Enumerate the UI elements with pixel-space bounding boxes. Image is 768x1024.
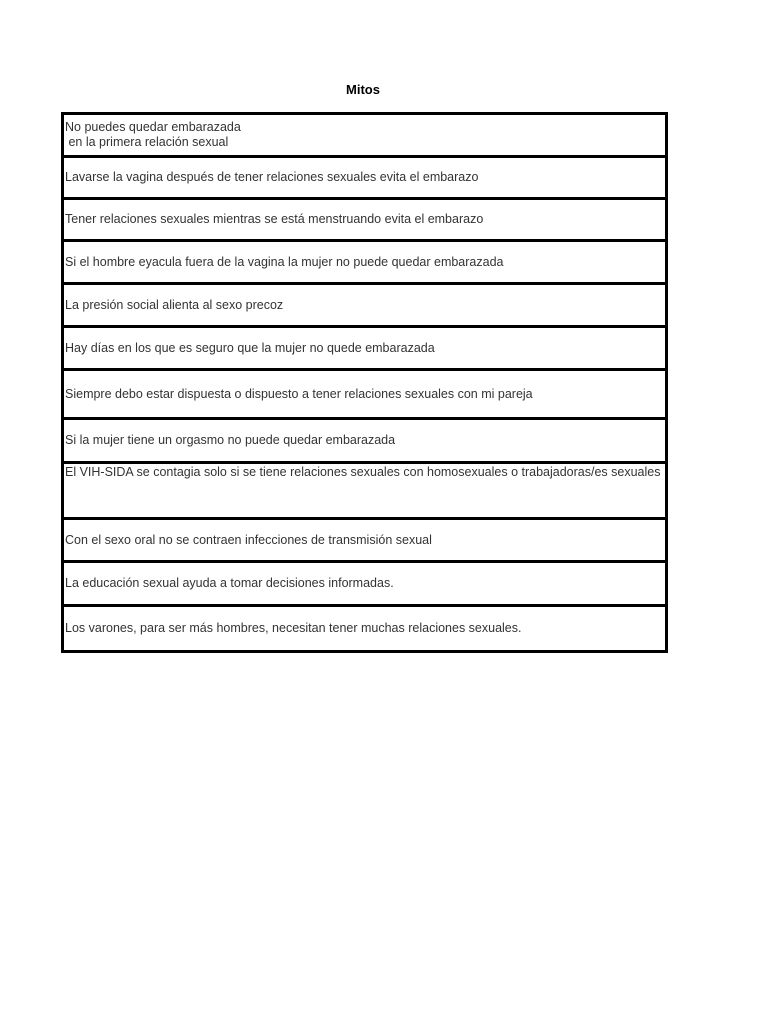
table-row: [64, 328, 665, 371]
table-row: [64, 242, 665, 285]
table-row: [64, 464, 665, 520]
table-cell: Los varones, para ser más hombres, necesitan tener muchas relaciones sexuales.: [65, 621, 522, 635]
table-cell: Hay días en los que es seguro que la mujer no quede embarazada: [65, 340, 435, 355]
table-row: [64, 115, 665, 158]
table-row: [64, 563, 665, 607]
table-cell: El VIH-SIDA se contagia solo si se tiene relaciones sexuales con homosexuales o trabajadoras/es sexuales: [65, 465, 661, 479]
table-row: [64, 520, 665, 563]
table-row: [64, 371, 665, 420]
table-cell: Lavarse la vagina después de tener relaciones sexuales evita el embarazo: [65, 170, 479, 184]
table-cell: La educación sexual ayuda a tomar decisiones informadas.: [65, 576, 394, 590]
table-row: [64, 420, 665, 464]
table-row: [64, 158, 665, 200]
table-cell: Con el sexo oral no se contraen infecciones de transmisión sexual: [65, 532, 432, 547]
table-cell: Siempre debo estar dispuesta o dispuesto a tener relaciones sexuales con mi pareja: [65, 386, 533, 401]
myths-table: [61, 112, 668, 653]
table-cell: No puedes quedar embarazada en la primera relación sexual: [65, 120, 241, 149]
table-row: [64, 607, 665, 650]
table-row: [64, 285, 665, 328]
table-row: [64, 200, 665, 242]
table-cell: Si el hombre eyacula fuera de la vagina la mujer no puede quedar embarazada: [65, 254, 504, 269]
table-cell: Si la mujer tiene un orgasmo no puede quedar embarazada: [65, 433, 396, 447]
table-cell: La presión social alienta al sexo precoz: [65, 297, 284, 312]
page-title: Mitos: [346, 82, 380, 97]
table-cell: Tener relaciones sexuales mientras se está menstruando evita el embarazo: [65, 212, 484, 226]
